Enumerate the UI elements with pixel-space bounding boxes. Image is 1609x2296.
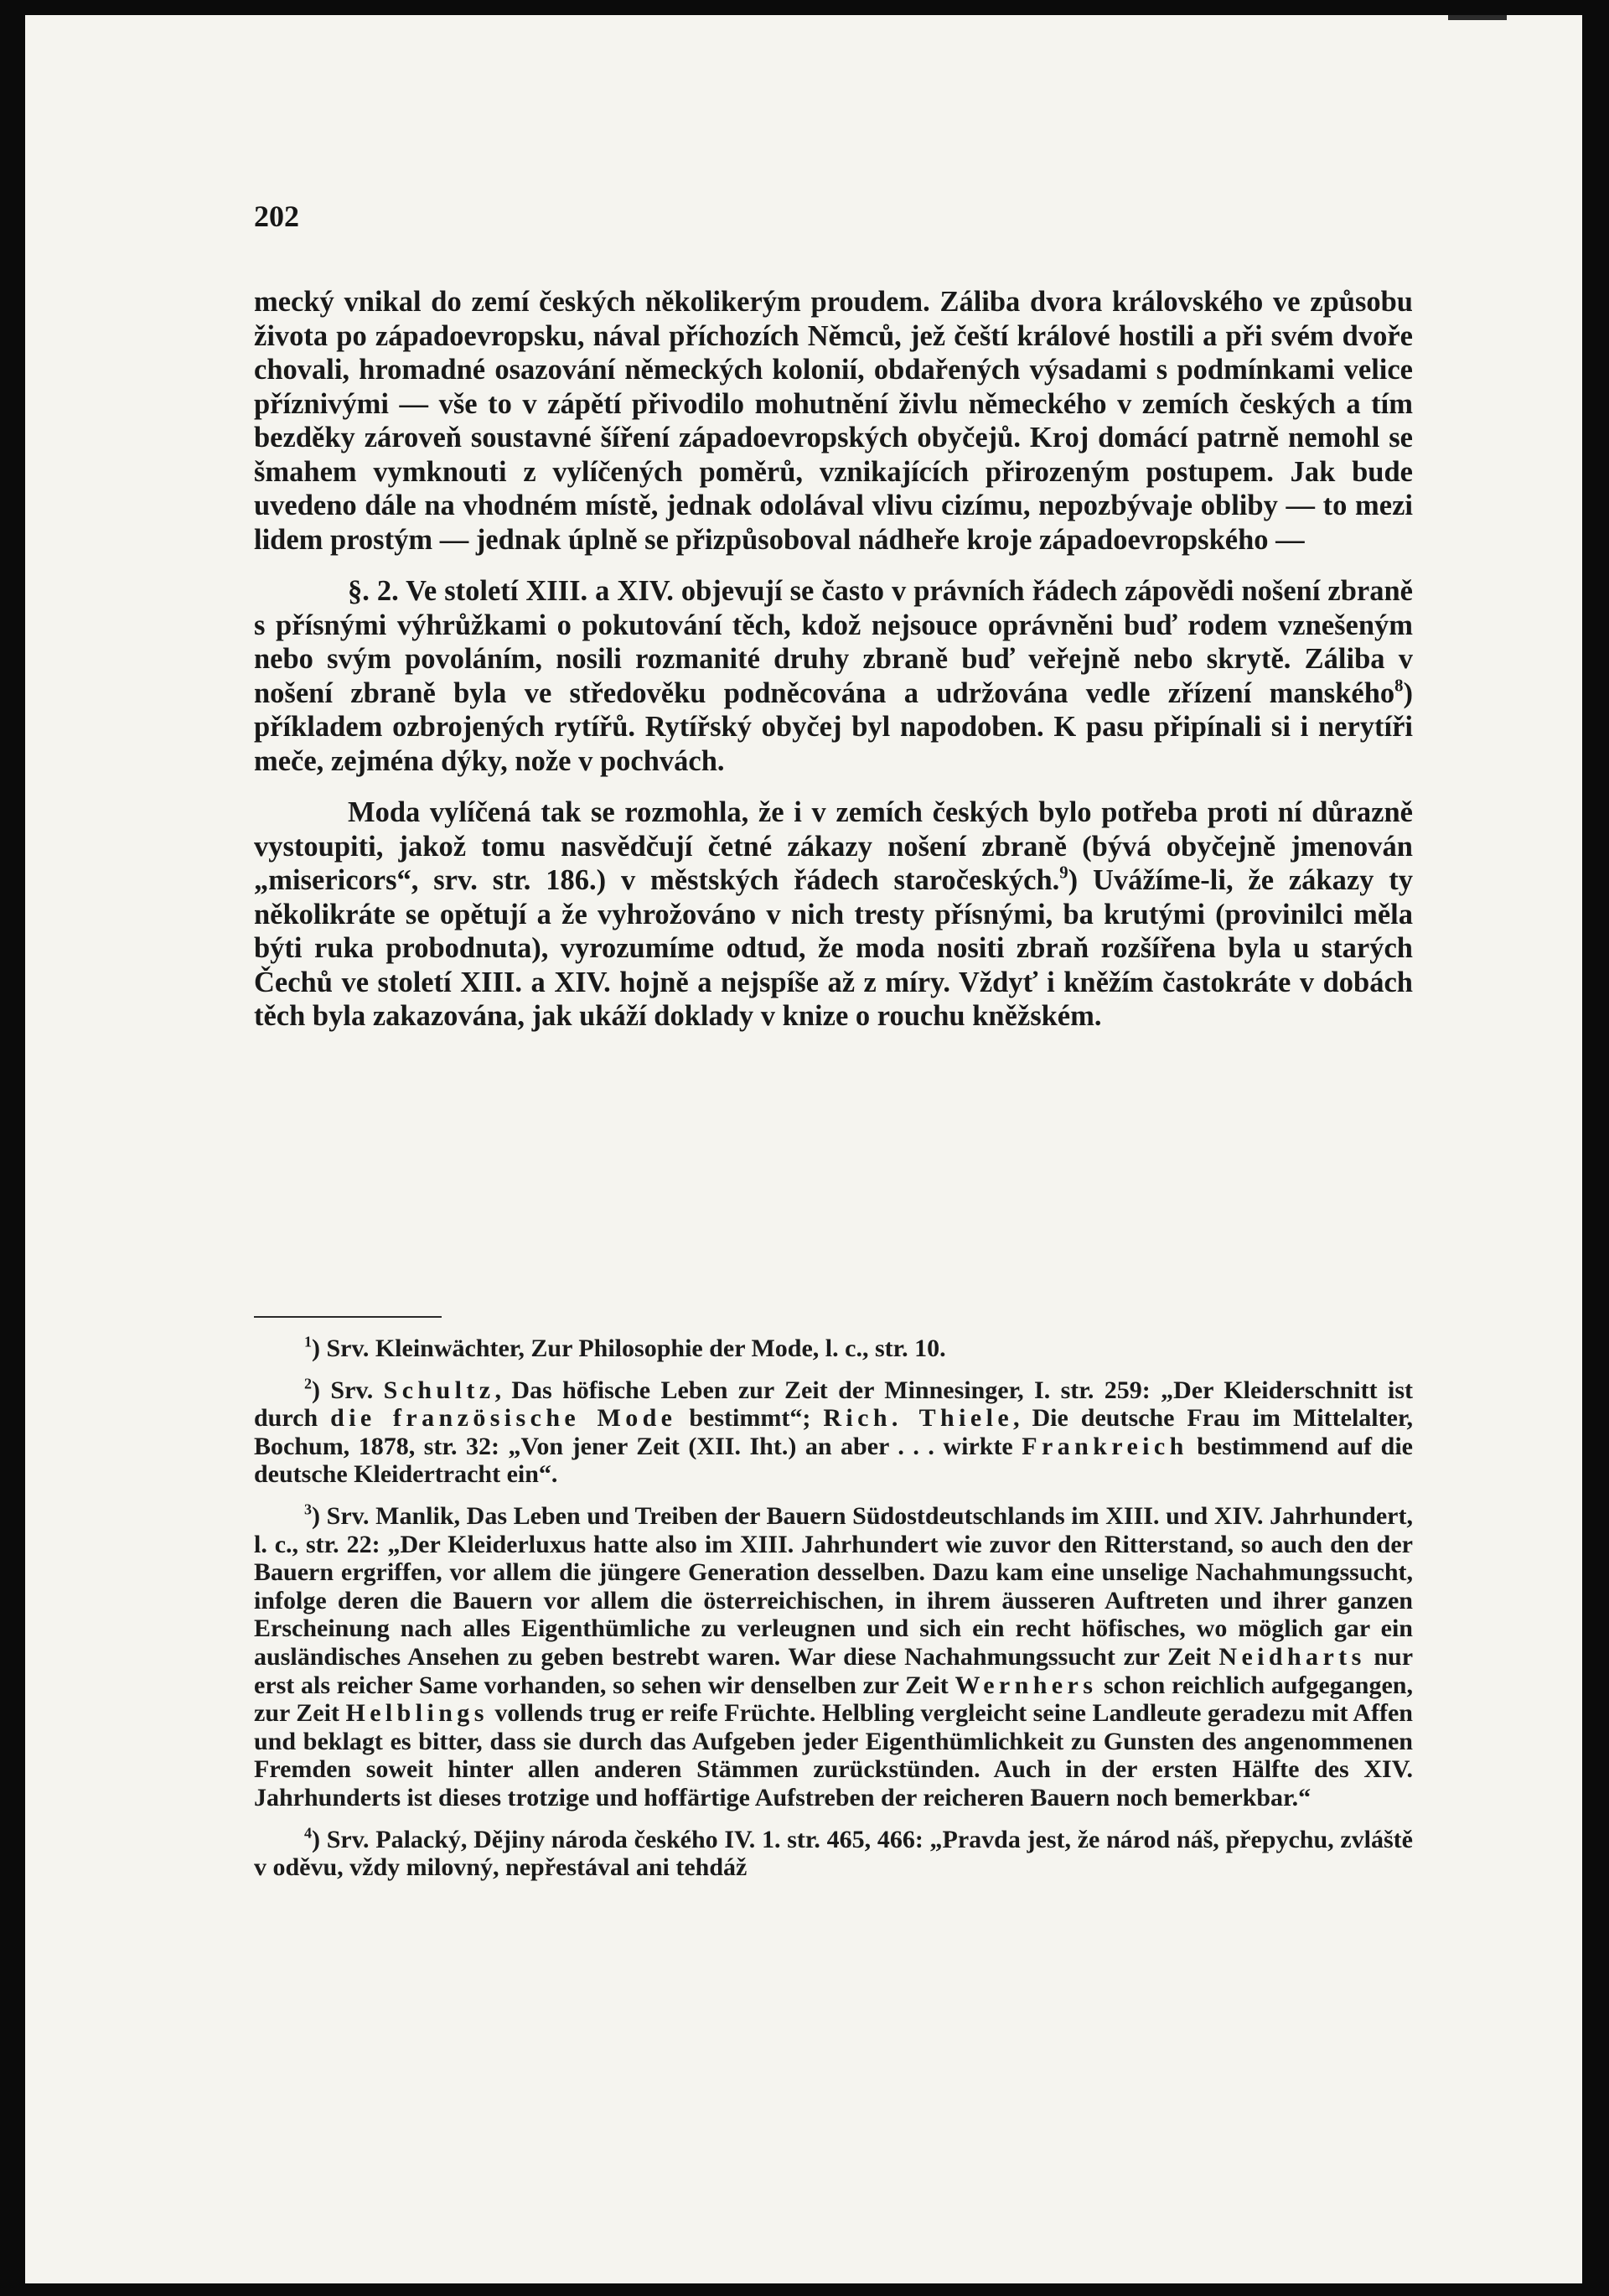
footnote-mark: 1 [304, 1333, 312, 1350]
paragraph-text: mecký vnikal do zemí českých několikerým proudem. Záliba dvora královského ve způsobu života po západoevropsku, nával příchozích Němců, jež čeští králové hostili a při svém dvoře chovali, hromadné osazování německých kolonií, obdařených výsadami s podmínkami velice příznivými — vše to v zápětí přivodilo mohutnění živlu německého v zemích českých a tím bezděky zároveň soustavné šíření západoevropských obyčejů. Kroj domácí patrně nemohl se šmahem vymknouti z vylíčených poměrů, vznikajících přirozeným postupem. Jak bude uvedeno dále na vhodném místě, jednak odolával vlivu cizímu, nepozbývaje obliby — to mezi lidem prostým — jednak úplně se přizpůsoboval nádheře kroje západoevropského — [254, 286, 1413, 556]
main-text [254, 285, 1413, 1051]
footnote [254, 1376, 1413, 1489]
footnote-text: ) Srv. Manlik, Das Leben und Treiben der Bauern Südostdeutschlands im XIII. und XIV. Jahrhundert, l. c., str. 22: „Der Kleiderluxus hatte also im XIII. Jahrhundert wie zuvor den Ritterstand, so auch den der Bauern ergriffen, vor allem die jüngere Generation desselben. Dazu kam eine unselige Nachahmungssucht, infolge deren die Bauern vor allem die österreichischen, in ihrem äusseren Auftreten und ihrer ganzen Erscheinung nach alles Eigenthümliche zu verleugnen und sich ein recht höfisches, wo möglich gar ein ausländisches Ansehen zu geben bestrebt waren. War diese Nachahmungssucht zur Zeit [254, 1501, 1413, 1671]
footnote-spaced-name: Frankreich [1022, 1432, 1188, 1460]
paragraph-2 [254, 574, 1413, 778]
scanned-page [25, 15, 1582, 2283]
footnote-divider [254, 1316, 442, 1318]
page-number: 202 [254, 200, 299, 233]
footnote [254, 1502, 1413, 1812]
paragraph-3 [254, 796, 1413, 1034]
footnote-spaced-name: Rich. Thiele [823, 1404, 1014, 1433]
footnote-mark: 2 [304, 1374, 312, 1392]
footnote-reference: 8 [1394, 676, 1404, 696]
footnote-text: , Die deutsche Frau im Mittelalter, Bochum, 1878, str. 32: „Von jener Zeit (XII. Iht.) an aber . . . wirkte [254, 1404, 1413, 1460]
footnote-spaced-name: Wernhers [955, 1671, 1098, 1699]
footnote-text: ) Srv. [312, 1376, 384, 1404]
paragraph-text: ) příkladem ozbrojených rytířů. Rytířský obyčej byl napodoben. K pasu připínali si i nerytíři meče, zejména dýky, nože v pochvách. [254, 676, 1413, 777]
paragraph-text: §. 2. Ve století XIII. a XIV. objevují se často v právních řádech zápovědi nošení zbraně s přísnými výhrůžkami o pokutování těch, kdož nejsouce oprávněni buď rodem vznešeným nebo svým povoláním, nosili rozmanité druhy zbraně buď veřejně nebo skrytě. Záliba v nošení zbraně byla ve středověku podněcována a udržována vedle zřízení manského [254, 575, 1413, 709]
footnote-spaced-name: Helblings [345, 1699, 489, 1728]
scan-edge-mark [1448, 15, 1507, 20]
footnote-text: bestimmt“; [676, 1404, 824, 1433]
footnote-text: vollends trug er reife Früchte. Helbling vergleicht seine Landleute geradezu mit Affen und beklagt es bitter, dass sie durch das Aufgeben jeder Eigenthümlichkeit zu Gunsten des angenommenen Fremden soweit hinter allen anderen Stämmen zurückstünden. Auch in der ersten Hälfte des XIV. Jahrhunderts ist dieses trotzige und hoffärtige Aufstreben der reicheren Bauern noch bemerkbar.“ [254, 1699, 1413, 1811]
footnote [254, 1335, 1413, 1363]
footnote-text: ) Srv. Kleinwächter, Zur Philosophie der Mode, l. c., str. 10. [312, 1335, 946, 1362]
paragraph-text: ) Uvážíme-li, že zákazy ty několikráte se opětují a že vyhrožováno v nich tresty přísnými, ba krutými (provinilci měla býti ruka probodnuta), vyrozumíme odtud, že moda nositi zbraň rozšířena byla u starých Čechů ve století XIII. a XIV. hojně a nejspíše až z míry. Vždyť i kněžím častokráte v dobách těch byla zakazována, jak ukáží doklady v knize o rouchu kněžském. [254, 864, 1413, 1032]
footnote-mark: 3 [304, 1500, 312, 1518]
footnote [254, 1823, 1413, 1882]
footnote-text: ) Srv. Palacký, Dějiny národa českého IV. 1. str. 465, 466: „Pravda jest, že národ náš, přepychu, zvláště v oděvu, vždy milovný, nepřestával ani tehdáž [254, 1825, 1413, 1882]
footnote-text: , Das höfische Leben zur Zeit der Minnesinger, I. str. 259: „Der Kleiderschnitt ist durch [254, 1376, 1413, 1433]
footnote-text: schon reichlich aufgegangen, zur Zeit [254, 1671, 1413, 1728]
footnote-spaced-name: Schultz [383, 1376, 495, 1404]
paragraph-text: Moda vylíčená tak se rozmohla, že i v zemích českých bylo potřeba proti ní důrazně vystoupiti, jakož tomu nasvědčují četné zákazy nošení zbraně (bývá obyčejně jmenován „misericors“, srv. str. 186.) v městských řádech staročeských. [254, 796, 1413, 896]
footnote-reference: 9 [1059, 863, 1068, 883]
footnote-text: nur erst als reicher Same vorhanden, so sehen wir denselben zur Zeit [254, 1642, 1414, 1699]
paragraph-1 [254, 285, 1413, 557]
footnote-spaced-name: Neidharts [1218, 1642, 1366, 1671]
footnotes [254, 1335, 1413, 1895]
footnote-text: bestimmend auf die deutsche Kleidertracht ein“. [254, 1432, 1413, 1489]
footnote-mark: 4 [304, 1823, 312, 1841]
footnote-spaced-name: die französische Mode [330, 1404, 677, 1433]
